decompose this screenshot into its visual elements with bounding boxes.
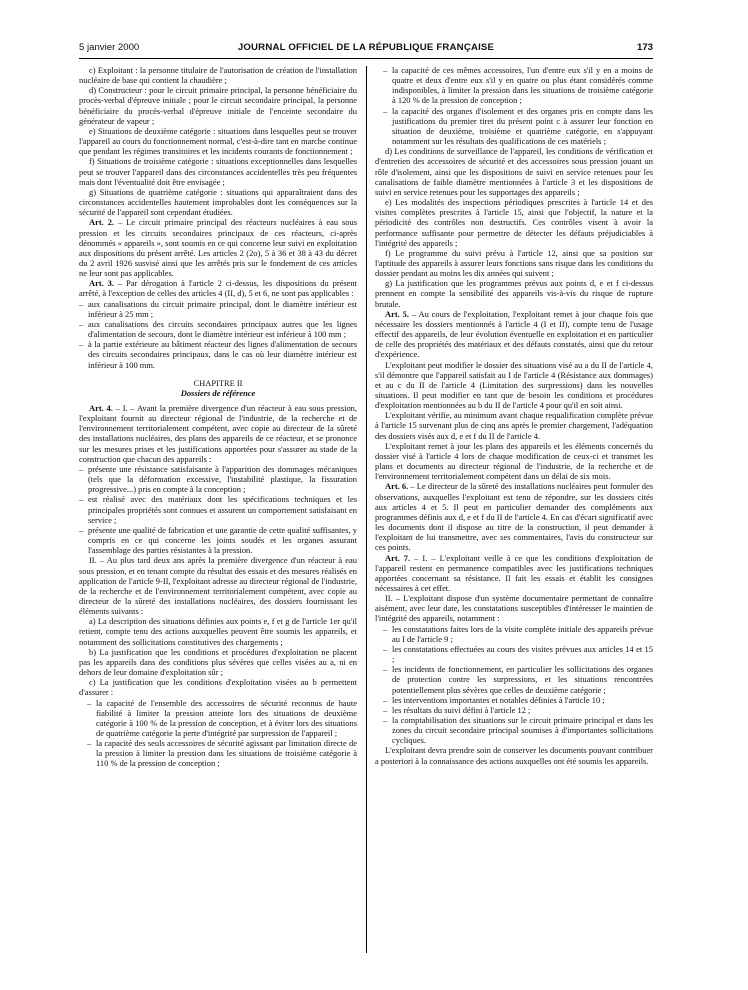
list-item: – la capacité de ces mêmes accessoires, l'un d'entre eux s'il y en a moins de quatre et deux d'entre eux s'il y en quatre ou plus étant considérés comme indisponibles, à limiter la pression dans les situations de troisième catégorie à 120 % de la pression de conception ;: [375, 65, 653, 106]
paragraph: II. – Au plus tard deux ans après la première divergence d'un réacteur à eau sous pression, et en tenant compte du résultat des essais et des mesures réalisés en application de l'article 9-II, l'exploitant adresse au directeur régional de l'industrie, de la recherche et de l'environnement territorialement compétent, avec copie au directeur de la sûreté des installations nucléaires, des dossiers fournissant les éléments suivants :: [79, 555, 357, 617]
list-item: – présente une résistance satisfaisante à l'apparition des dommages mécaniques (tels que la déformation excessive, l'instabilité plastique, la fissuration progressive...) pris en compte à la conception ;: [79, 464, 357, 494]
paragraph: L'exploitant peut modifier le dossier des situations visé au a du II de l'article 4, s'il démontre que l'appareil satisfait au I de l'article 4 (Résistance aux dommages) et au c du II de l'article 4 (Limitation des surpressions) dans les nouvelles situations. Il peut modifier en tant que de besoin les conditions et procédures d'exploitation mentionnées au b du II de l'article 4 pour qu'il en soit ainsi.: [375, 359, 653, 411]
article-text: – Le circuit primaire principal des réacteurs nucléaires à eau sous pression et les circuits secondaires principaux de ces réacteurs, ci-après dénommés « appareils », sont soumis en ce qui concerne leur suivi en exploitation aux dispositions du présent arrêté. Les articles 2 (2o), 5 à 36 et 38 à 43 du décret du 2 avril 1926 susvisé ainsi que les arrêtés pris sur le fondement de ces articles ne leur sont pas applicables.: [79, 217, 357, 279]
list-item: – la capacité des organes d'isolement et des organes pris en compte dans les justifications du premier tiret du présent point c à assurer leur fonction en situation de deuxième, troisième et quatrième catégorie, en s'appuyant notamment sur les résultats des qualifications de ces matériels ;: [375, 106, 653, 147]
paragraph: II. – L'exploitant dispose d'un système documentaire permettant de connaître aisément, avec leur date, les constatations susceptibles d'intéresser le maintien de l'intégrité des appareils, notamment :: [375, 593, 653, 624]
article-number: Art. 3.: [89, 278, 114, 289]
article-paragraph: [79, 403, 357, 464]
paragraph: L'exploitant remet à jour les plans des appareils et les éléments concernés du dossier visé à l'article 4 lors de chaque modification de ceux-ci et transmet les plans et documents au directeur régional de l'industrie, de la recherche et de l'environnement territorialement compétent dans un délai de six mois.: [375, 440, 653, 482]
article-text: – Par dérogation à l'article 2 ci-dessus, les dispositions du présent arrêté, à l'exception de celles des articles 4 (II, d), 5 et 6, ne sont pas applicables :: [79, 278, 357, 299]
running-header: [79, 42, 653, 56]
list-item: – la comptabilisation des situations sur le circuit primaire principal et dans les zones du circuit secondaire principal soumises à d'importantes sollicitations cycliques.: [375, 715, 653, 745]
list-item: – les interventions importantes et notables définies à l'article 10 ;: [375, 695, 653, 705]
article-number: Art. 6.: [385, 481, 409, 492]
paragraph: c) Exploitant : la personne titulaire de l'autorisation de création de l'installation nucléaire de base qui contient la chaudière ;: [79, 65, 357, 86]
list-item: – aux canalisations du circuit primaire principal, dont le diamètre intérieur est inférieur à 25 mm ;: [79, 299, 357, 319]
list-item: – la capacité des seuls accessoires de sécurité agissant par limitation directe de la pression à limiter la pression dans les situations de troisième catégorie à 110 % de la pression de conception ;: [79, 738, 357, 768]
paragraph: L'exploitant devra prendre soin de conserver les documents pouvant contribuer a posteriori à la connaissance des actions auxquelles ont été soumis les appareils.: [375, 745, 653, 766]
column-divider: [366, 66, 367, 953]
article-paragraph: [375, 481, 653, 552]
paragraph: e) Les modalités des inspections périodiques prescrites à l'article 14 et des visites complètes prescrites à l'article 15, ainsi que l'objectif, la nature et la périodicité des contrôles non destructifs. Ces contrôles visent à avoir la performance suffisante pour permettre de détecter les défauts préjudiciables à l'intégrité des appareils ;: [375, 197, 653, 248]
article-paragraph: [375, 553, 653, 594]
paragraph: a) La description des situations définies aux points e, f et g de l'article 1er qu'il retient, compte tenu des actions auxquelles peuvent être soumis les appareils, et notamment des sollicitations constitutives des chargements ;: [79, 616, 357, 647]
left-column: [79, 65, 357, 769]
paragraph: b) La justification que les conditions et procédures d'exploitation ne placent pas les appareils dans des conditions plus sévères que celles visées au a, ni en dehors de leur domaine d'exploitation sûr ;: [79, 646, 357, 678]
article-text: – Le directeur de la sûreté des installations nucléaires peut formuler des observations, auxquelles l'exploitant est tenu de répondre, sur les dossiers cités aux articles 4 et 5. Il peut en particulier demander des compléments aux programmes définis aux d, e et f du II de l'article 4. En cas d'écart significatif avec les documents dont il dispose au titre de la construction, il peut demander à l'exploitant de lui transmettre, avec ses commentaires, l'avis du constructeur sur ces points.: [375, 481, 653, 553]
article-number: Art. 7.: [385, 552, 411, 563]
paragraph: g) Situations de quatrième catégorie : situations qui apparaîtraient dans des circonstances accidentelles hautement improbables dont les conséquences sur la sécurité de l'appareil sont cependant étudiées.: [79, 186, 357, 218]
header-page-number: 173: [636, 42, 653, 53]
list-item: – la capacité de l'ensemble des accessoires de sécurité reconnus de haute fiabilité à limiter la pression atteinte lors des situations de deuxième catégorie à 100 % de la pression de conception, et à éviter lors des situations de quatrième catégorie la perte d'intégrité par surpression de l'appareil ;: [79, 698, 357, 739]
header-journal-title: JOURNAL OFFICIEL DE LA RÉPUBLIQUE FRANÇAISE: [237, 42, 495, 53]
paragraph: g) La justification que les programmes prévus aux points d, e et f ci-dessus prennent en compte la sensibilité des appareils vis-à-vis du risque de rupture brutale.: [375, 278, 653, 309]
article-paragraph: [79, 217, 357, 278]
section-heading: Dossiers de référence: [180, 387, 256, 398]
article-text: – Au cours de l'exploitation, l'exploitant remet à jour chaque fois que nécessaire les dossiers mentionnés à l'article 4 (I et II), compte tenu de l'usage effectif des appareils, de leur évolution éventuelle en exploitation et en particulier de celle des propriétés des matériaux et des défauts constatés, ainsi que du retour d'expérience.: [375, 308, 653, 360]
article-text: – I. – L'exploitant veille à ce que les conditions d'exploitation de l'appareil restent en permanence compatibles avec les justifications techniques apportées concernant sa résistance. Il fait les essais et établit les consignes nécessaires à cet effet.: [375, 552, 653, 593]
list-item: – à la partie extérieure au bâtiment réacteur des lignes d'alimentation de secours des circuits secondaires principaux, dans le cas où leur diamètre intérieur est inférieur à 100 mm.: [79, 339, 357, 369]
list-item: – les résultats du suivi défini à l'article 12 ;: [375, 705, 653, 715]
paragraph: d) Constructeur : pour le circuit primaire principal, la personne bénéficiaire du procès-verbal d'épreuve initiale ; pour le circuit secondaire principal, la personne bénéficiaire du procès-verbal d'épreuve initiale de l'enceinte secondaire du générateur de vapeur ;: [79, 85, 357, 126]
right-column: [375, 65, 653, 766]
chapter-heading: CHAPITRE II: [193, 377, 243, 388]
header-date: 5 janvier 2000: [79, 42, 140, 53]
list-item: – les incidents de fonctionnement, en particulier les sollicitations des organes de protection contre les surpressions, et les situations rencontrées potentiellement plus sévères que celles de deuxième catégorie ;: [375, 664, 653, 694]
list-item: – les constatations effectuées au cours des visites prévues aux articles 14 et 15 ;: [375, 644, 653, 664]
paragraph: e) Situations de deuxième catégorie : situations dans lesquelles peut se trouver l'appareil au cours du fonctionnement normal, c'est-à-dire tant en marche continue que pendant les régimes transitoires et les incidents courants de fonctionnement ;: [79, 125, 357, 157]
paragraph: c) La justification que les conditions d'exploitation visées au b permettent d'assurer :: [79, 677, 357, 698]
paragraph: f) Situations de troisième catégorie : situations exceptionnelles dans lesquelles peut se trouver l'appareil dans des circonstances accidentelles très peu fréquentes mais dont l'éventualité doit être envisagée ;: [79, 156, 357, 187]
article-number: Art. 4.: [89, 403, 113, 413]
article-number: Art. 5.: [385, 308, 409, 319]
article-paragraph: [375, 309, 653, 360]
list-item: – présente une qualité de fabrication et une garantie de cette qualité suffisantes, y compris en ce qui concerne les joints soudés et les organes assurant l'assemblage des parties résistantes à la pression.: [79, 525, 357, 555]
article-text: – I. – Avant la première divergence d'un réacteur à eau sous pression, l'exploitant fournit au directeur régional de l'industrie, de la recherche et de l'environnement territorialement compétent, avec copie au directeur de la sûreté des installations nucléaires, des plans des appareils de ce réacteur, et se prononce sur les mesures prises et les justifications apportées pour s'assurer au stade de la construction que chacun des appareils :: [79, 403, 358, 464]
article-number: Art. 2.: [89, 217, 115, 228]
list-item: – les constatations faites lors de la visite complète initiale des appareils prévue au I de l'article 9 ;: [375, 624, 653, 644]
header-rule: [79, 58, 653, 59]
paragraph: d) Les conditions de surveillance de l'appareil, les conditions de vérification et d'entretien des accessoires de sécurité et des accessoires sous pression jouant un rôle d'isolement, ainsi que les dispositions de suivi en service retenues pour les canalisations de faible diamètre mentionnées à l'article 3 et les dispositions de suivi en service retenues pour les supportages des appareils ;: [375, 146, 653, 197]
list-item: – aux canalisations des circuits secondaires principaux autres que les lignes d'alimentation de secours, dont le diamètre intérieur est inférieur à 100 mm ;: [79, 319, 357, 339]
paragraph: L'exploitant vérifie, au minimum avant chaque requalification complète prévue à l'article 15 survenant plus de cinq ans après le premier chargement, l'adéquation des dossiers visés aux d, e et f du II de l'article 4.: [375, 410, 653, 441]
list-item: – est réalisé avec des matériaux dont les spécifications techniques et les principales propriétés sont connues et assurent un comportement satisfaisant en service ;: [79, 494, 357, 524]
article-paragraph: [79, 278, 357, 298]
paragraph: f) Le programme du suivi prévu à l'article 12, ainsi que sa position sur l'aptitude des appareils à assurer leurs fonctions sans risque dans les conditions du dossier pendant au moins les dix années qui suivent ;: [375, 247, 653, 279]
